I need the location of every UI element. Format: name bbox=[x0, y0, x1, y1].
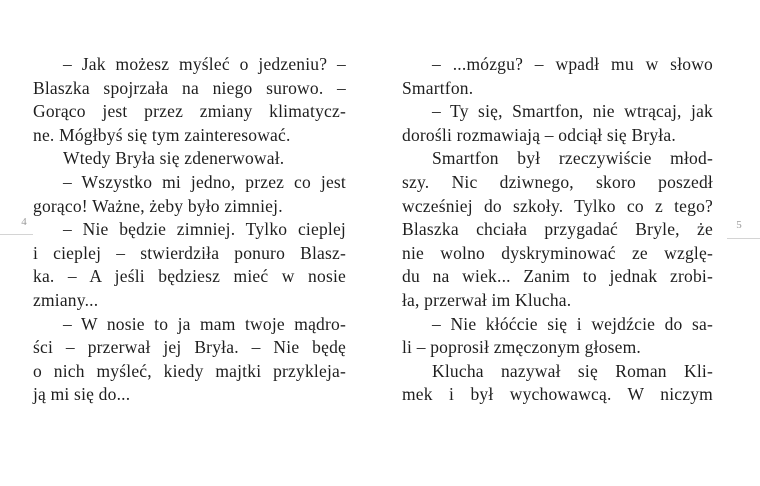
text-line: mek i był wychowawcą. W niczym bbox=[402, 384, 713, 405]
text-line: Smartfon. bbox=[402, 77, 474, 98]
paragraph bbox=[33, 147, 346, 171]
text-line: – Jak możesz myśleć o jedzeniu? – bbox=[63, 54, 346, 74]
text-line: ne. Mógłbyś się tym zainteresować. bbox=[33, 124, 291, 145]
text-line: Blaszka spojrzała na niego surowo. – bbox=[33, 77, 346, 98]
text-line: – ...mózgu? – wpadł mu w słowo bbox=[432, 54, 713, 74]
text-line: Gorąco jest przez zmiany klimatycz- bbox=[33, 101, 346, 122]
text-line: zmiany... bbox=[33, 289, 99, 310]
text-line: – Ty się, Smartfon, nie wtrącaj, jak bbox=[432, 101, 713, 122]
page-number-rule-left bbox=[0, 234, 33, 235]
text-line: – W nosie to ja mam twoje mądro- bbox=[63, 313, 346, 334]
text-line: Blaszka chciała przygadać Bryle, że bbox=[402, 219, 713, 240]
text-line: o nich myśleć, kiedy majtki przykleja- bbox=[33, 360, 346, 381]
page-number-right: 5 bbox=[736, 219, 742, 231]
text-line: wcześniej do szkoły. Tylko co z tego? bbox=[402, 195, 713, 216]
paragraph bbox=[33, 53, 346, 147]
paragraph bbox=[402, 360, 713, 407]
page-number-rule-right bbox=[727, 238, 760, 239]
text-line: Wtedy Bryła się zdenerwował. bbox=[63, 148, 285, 169]
text-line: ła, przerwał im Klucha. bbox=[402, 289, 572, 310]
text-line: dorośli rozmawiają – odciął się Bryła. bbox=[402, 124, 676, 145]
text-line: li – poprosił zmęczonym głosem. bbox=[402, 337, 642, 358]
text-line: szy. Nic dziwnego, skoro poszedł bbox=[402, 171, 713, 192]
right-page-text bbox=[402, 53, 713, 407]
text-line: ka. – A jeśli będziesz mieć w nosie bbox=[33, 266, 346, 287]
paragraph bbox=[402, 53, 713, 100]
paragraph bbox=[402, 147, 713, 312]
text-line: Klucha nazywał się Roman Kli- bbox=[432, 360, 713, 381]
text-line: i cieplej – stwierdziła ponuro Blasz- bbox=[33, 242, 346, 263]
paragraph bbox=[402, 100, 713, 147]
text-line: Smartfon był rzeczywiście młod- bbox=[432, 148, 713, 169]
text-line: – Nie będzie zimniej. Tylko cieplej bbox=[63, 219, 346, 240]
text-line: nie wolno dyskryminować ze wzglę- bbox=[402, 242, 713, 263]
text-line: ści – przerwał jej Bryła. – Nie będę bbox=[33, 337, 346, 358]
left-page-text bbox=[33, 53, 346, 407]
paragraph bbox=[33, 171, 346, 218]
paragraph bbox=[402, 313, 713, 360]
text-line: – Wszystko mi jedno, przez co jest bbox=[63, 171, 346, 192]
page-number-left: 4 bbox=[21, 216, 27, 228]
text-line: gorąco! Ważne, żeby było zimniej. bbox=[33, 195, 283, 216]
text-line: du na wiek... Zanim to jednak zrobi- bbox=[402, 266, 713, 287]
paragraph bbox=[33, 313, 346, 407]
paragraph bbox=[33, 218, 346, 312]
text-line: ją mi się do... bbox=[33, 384, 131, 405]
text-line: – Nie kłóćcie się i wejdźcie do sa- bbox=[432, 313, 713, 334]
